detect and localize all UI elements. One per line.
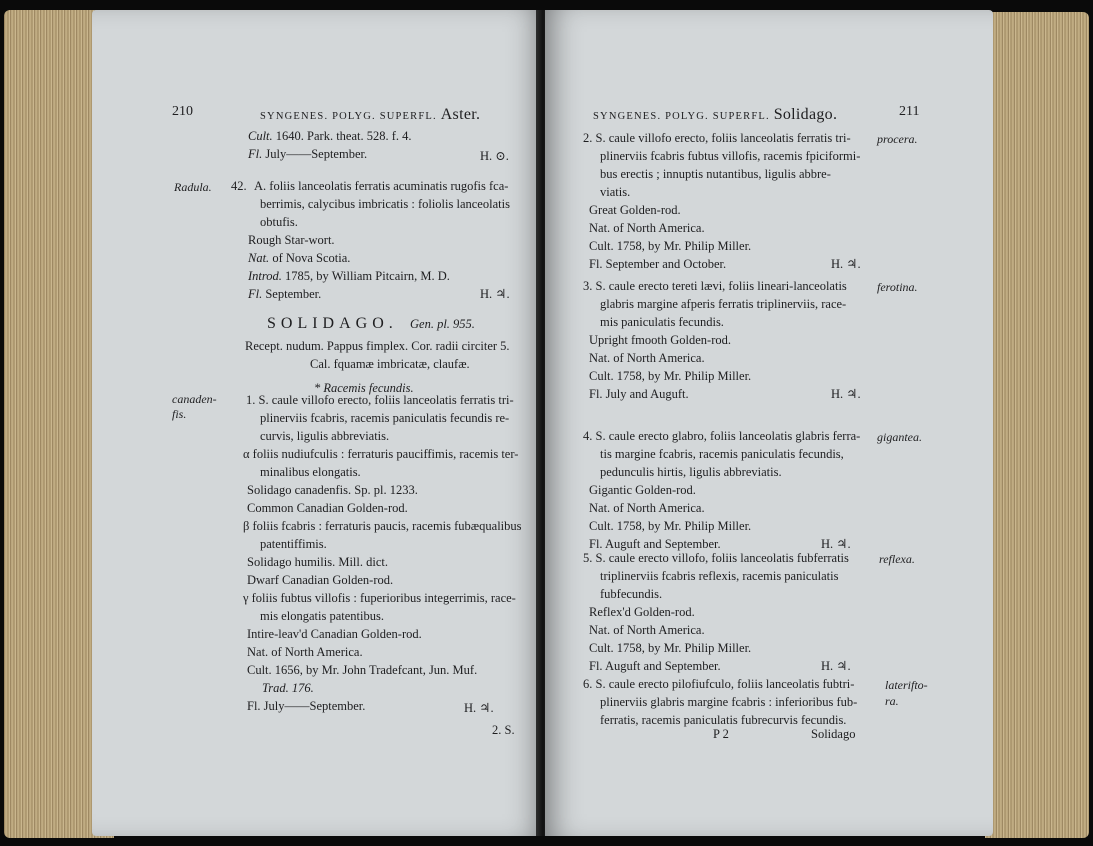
species-description-line: plinerviis glabris margine fcabris : inferioribus fub-: [600, 695, 858, 709]
native-line: Nat. of North America.: [589, 623, 705, 637]
species-description-line: mis paniculatis fecundis.: [600, 315, 724, 329]
running-head-genus: Solidago.: [773, 106, 838, 123]
margin-name-lateriflora: ra.: [885, 694, 899, 708]
cultivation-line: Cult. 1758, by Mr. Philip Miller.: [589, 519, 752, 533]
genus-reference: Gen. pl. 955.: [410, 317, 475, 331]
cultivation-line: Cult. 1758, by Mr. Philip Miller.: [589, 369, 752, 383]
cultivation-line: Trad. 176.: [262, 681, 314, 695]
native-line: Nat. of Nova Scotia.: [248, 251, 351, 265]
common-name: Reflex'd Golden-rod.: [589, 605, 695, 619]
duration-symbol: H. ♃.: [821, 537, 851, 551]
species-description-line: fubfecundis.: [600, 587, 663, 601]
variety-line: α foliis nudiufculis : ferraturis pauciffimis, racemis ter-: [243, 447, 519, 461]
running-head: [260, 106, 480, 124]
flowering-line: Fl. Auguft and September.: [589, 537, 721, 551]
common-name: Great Golden-rod.: [589, 203, 681, 217]
common-name: Gigantic Golden-rod.: [589, 483, 696, 497]
flowering-line: Fl. July——September.: [247, 699, 366, 713]
catchword: 2. S.: [492, 723, 515, 737]
margin-name-procera: procera.: [877, 132, 918, 146]
running-head: [593, 106, 837, 124]
common-name: Intire-leav'd Canadian Golden-rod.: [247, 627, 422, 641]
genus-heading: SOLIDAGO.: [267, 315, 398, 332]
species-description-line: glabris margine afperis ferratis triplinerviis, race-: [600, 297, 847, 311]
species-description-line: 5. S. caule erecto villofo, foliis lanceolatis fubferratis: [583, 551, 849, 565]
right-page: [545, 10, 993, 836]
native-line: Nat. of North America.: [589, 501, 705, 515]
duration-symbol: H. ♃.: [821, 659, 851, 673]
synonym-line: Solidago humilis. Mill. dict.: [247, 555, 388, 569]
top-cult-line: Cult. 1640. Park. theat. 528. f. 4.: [248, 129, 412, 143]
flowering-line: Fl. September and October.: [589, 257, 727, 271]
species-description-line: 1. S. caule villofo erecto, foliis lanceolatis ferratis tri-: [246, 393, 514, 407]
variety-line: γ foliis fubtus villofis : fuperioribus integerrimis, race-: [243, 591, 516, 605]
species-description-line: 4. S. caule erecto glabro, foliis lanceolatis glabris ferra-: [583, 429, 861, 443]
species-description-line: obtufis.: [260, 215, 298, 229]
margin-name-lateriflora: laterifto-: [885, 678, 928, 692]
native-line: Nat. of North America.: [589, 221, 705, 235]
species-description-line: curvis, ligulis abbreviatis.: [260, 429, 390, 443]
page-number: 210: [172, 104, 193, 119]
margin-name-canadensis: canaden-: [172, 392, 217, 406]
native-line: Nat. of North America.: [247, 645, 363, 659]
top-fl-line: Fl. July——September.: [248, 147, 368, 161]
running-head-genus: Aster.: [440, 106, 481, 123]
species-description-line: 6. S. caule erecto pilofiufculo, foliis lanceolatis fubtri-: [583, 677, 855, 691]
species-description-line: 3. S. caule erecto tereti lævi, foliis lineari-lanceolatis: [583, 279, 847, 293]
duration-symbol: H. ⊙.: [480, 149, 509, 163]
cultivation-line: Cult. 1758, by Mr. Philip Miller.: [589, 239, 752, 253]
page-number: 211: [899, 104, 920, 119]
common-name: Rough Star-wort.: [248, 233, 335, 247]
signature-mark: P 2: [713, 727, 729, 741]
catchword: Solidago: [811, 727, 856, 741]
genus-character-line: Recept. nudum. Pappus fimplex. Cor. radii circiter 5.: [245, 339, 510, 353]
flowering-line: Fl. September.: [248, 287, 322, 301]
species-description-line: viatis.: [600, 185, 631, 199]
margin-name-radula: Radula.: [174, 180, 212, 194]
variety-line: mis elongatis patentibus.: [260, 609, 384, 623]
cultivation-line: Cult. 1758, by Mr. Philip Miller.: [589, 641, 752, 655]
cultivation-line: Cult. 1656, by Mr. John Tradefcant, Jun. Muf.: [247, 663, 478, 677]
duration-symbol: H. ♃.: [464, 701, 494, 715]
duration-symbol: H. ♃.: [831, 387, 861, 401]
section-heading: * Racemis fecundis.: [314, 381, 414, 395]
species-description-line: ferratis, racemis paniculatis fubrecurvis fecundis.: [600, 713, 847, 727]
species-description-line: plinerviis fcabris, racemis paniculatis fecundis re-: [260, 411, 510, 425]
species-description-line: plinerviis fcabris fubtus villofis, racemis fpiciformi-: [600, 149, 861, 163]
species-description-line: A. foliis lanceolatis ferratis acuminatis rugofis fca-: [254, 179, 509, 193]
species-description-line: triplinerviis fcabris reflexis, racemis paniculatis: [600, 569, 839, 583]
common-name: Dwarf Canadian Golden-rod.: [247, 573, 394, 587]
flowering-line: Fl. July and Auguft.: [589, 387, 689, 401]
margin-name-reflexa: reflexa.: [879, 552, 915, 566]
species-description-line: tis margine fcabris, racemis paniculatis fecundis,: [600, 447, 844, 461]
right-page-edges: [985, 12, 1089, 838]
species-description-line: pedunculis hirtis, ligulis abbreviatis.: [600, 465, 782, 479]
margin-name-canadensis: fis.: [172, 407, 187, 421]
common-name: Upright fmooth Golden-rod.: [589, 333, 731, 347]
duration-symbol: H. ♃.: [831, 257, 861, 271]
left-page: [92, 10, 542, 836]
margin-name-gigantea: gigantea.: [877, 430, 922, 444]
synonym-line: Solidago canadenfis. Sp. pl. 1233.: [247, 483, 418, 497]
native-line: Nat. of North America.: [589, 351, 705, 365]
common-name: Common Canadian Golden-rod.: [247, 501, 408, 515]
duration-symbol: H. ♃.: [480, 287, 510, 301]
running-head-class: SYNGENES. POLYG. SUPERFL.: [593, 111, 770, 122]
introduced-line: Introd. 1785, by William Pitcairn, M. D.: [248, 269, 450, 283]
variety-line: β foliis fcabris : ferraturis paucis, racemis fubæqualibus: [243, 519, 522, 533]
species-description-line: bus erectis ; innuptis nutantibus, ligulis abbre-: [600, 167, 831, 181]
flowering-line: Fl. Auguft and September.: [589, 659, 721, 673]
margin-name-serotina: ferotina.: [877, 280, 918, 294]
variety-line: minalibus elongatis.: [260, 465, 361, 479]
running-head-class: SYNGENES. POLYG. SUPERFL.: [260, 111, 437, 122]
entry-number: 42.: [231, 179, 247, 193]
species-description-line: 2. S. caule villofo erecto, foliis lanceolatis ferratis tri-: [583, 131, 851, 145]
species-description-line: berrimis, calycibus imbricatis : foliolis lanceolatis: [260, 197, 510, 211]
variety-line: patentiffimis.: [260, 537, 327, 551]
genus-character-line: Cal. fquamæ imbricatæ, claufæ.: [310, 357, 470, 371]
